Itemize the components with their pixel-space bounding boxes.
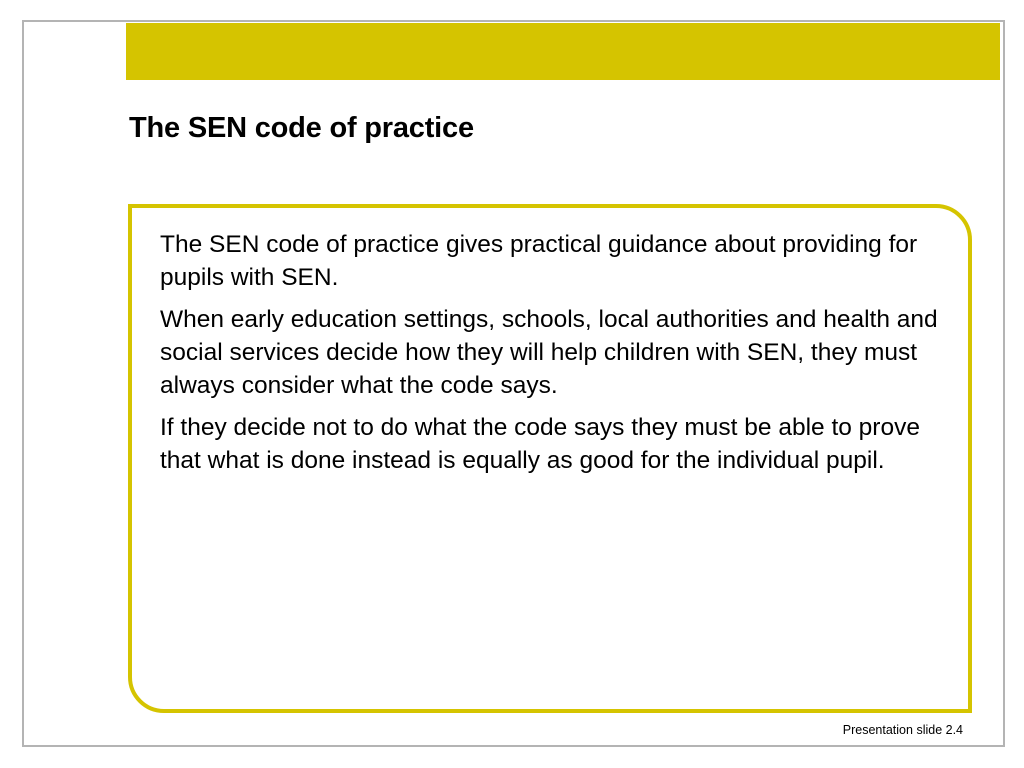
header-accent-band bbox=[126, 23, 1000, 80]
slide-number-label: Presentation slide 2.4 bbox=[842, 723, 963, 737]
paragraph-1: The SEN code of practice gives practical guidance about providing for pupils with SEN. bbox=[160, 231, 918, 291]
paragraph-2: When early education settings, schools, local authorities and health and social services decide how they will help children with SEN, they must always consider what the code says. bbox=[160, 306, 938, 399]
paragraph-3: If they decide not to do what the code says they must be able to prove that what is done instead is equally as good for the individual pupil. bbox=[160, 414, 920, 474]
content-text bbox=[160, 228, 950, 486]
slide-title: The SEN code of practice bbox=[129, 112, 474, 144]
